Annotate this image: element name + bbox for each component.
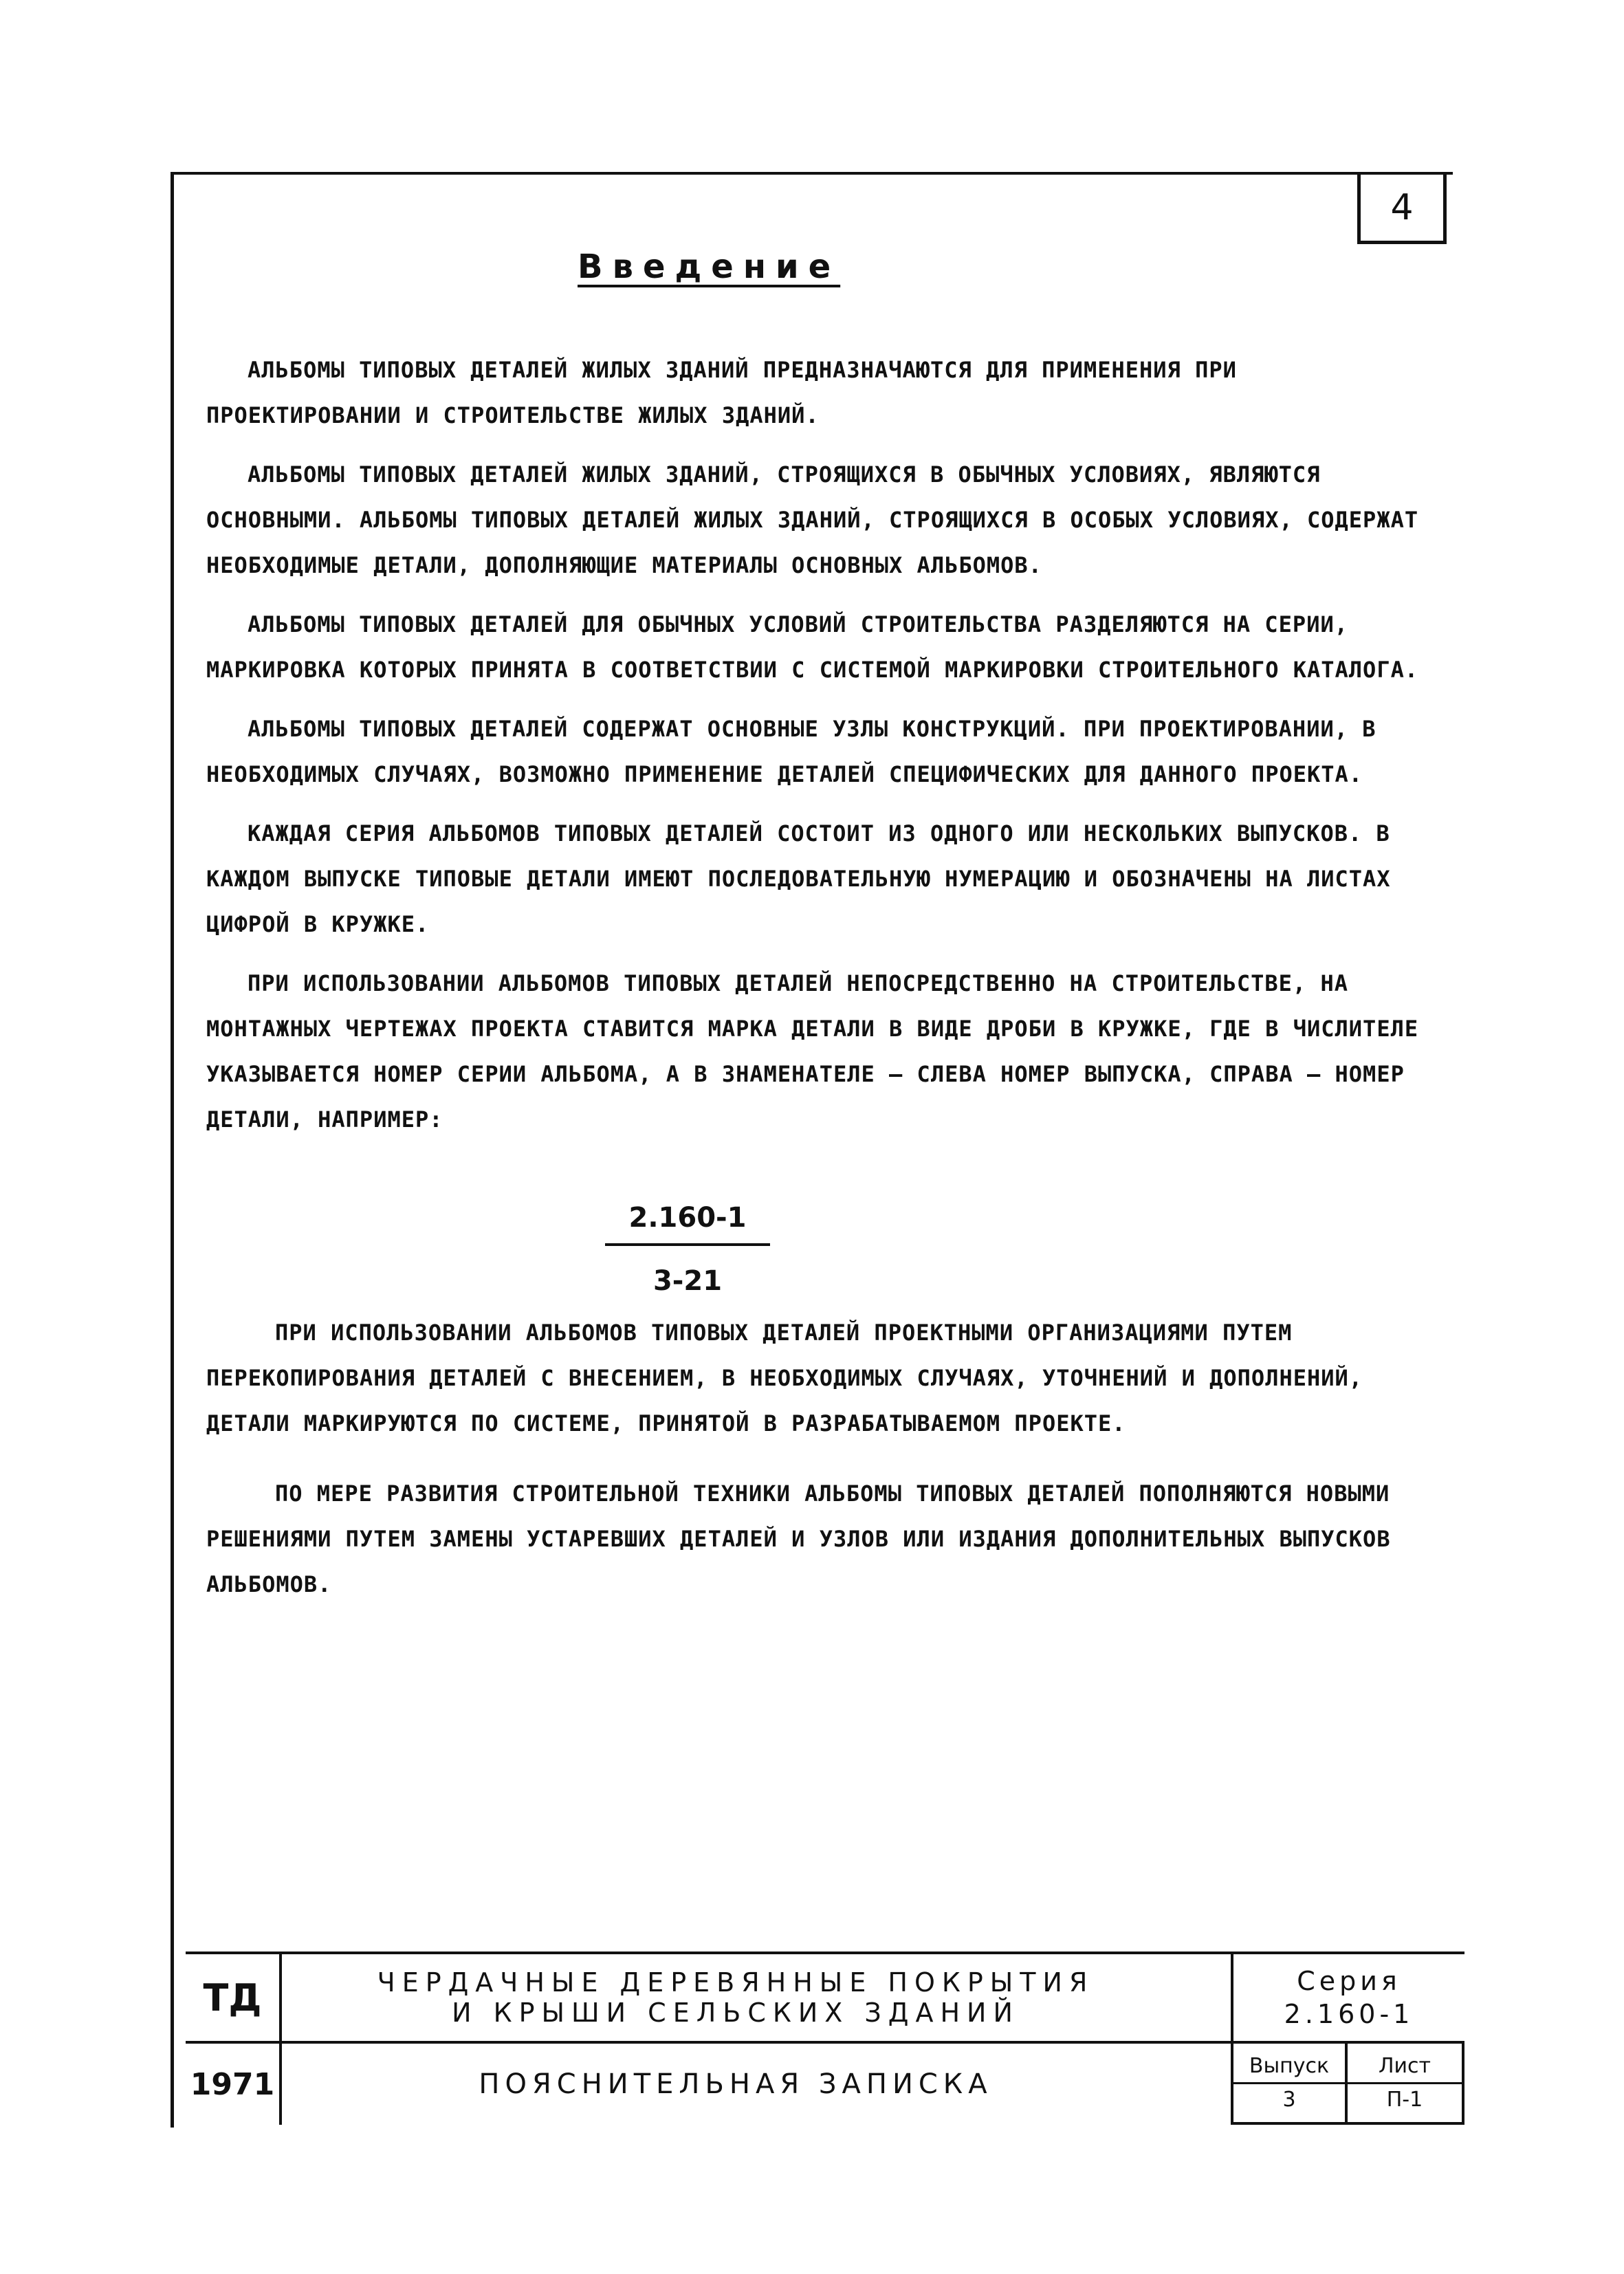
intro-text-block-1 [206, 347, 1430, 1156]
title-block [186, 1952, 1464, 2126]
page-number [1357, 172, 1447, 244]
sheet-label: Лист [1348, 2051, 1462, 2084]
title-block-series [1231, 1954, 1464, 2044]
fraction-denominator: 3-21 [652, 1265, 723, 1297]
paragraph: АЛЬБОМЫ ТИПОВЫХ ДЕТАЛЕЙ ЖИЛЫХ ЗДАНИЙ ПРЕДНАЗНАЧАЮТСЯ ДЛЯ ПРИМЕНЕНИЯ ПРИ ПРОЕКТИРОВАНИИ И СТРОИТЕЛЬСТВЕ ЖИЛЫХ ЗДАНИЙ. [206, 357, 1237, 428]
paragraph: КАЖДАЯ СЕРИЯ АЛЬБОМОВ ТИПОВЫХ ДЕТАЛЕЙ СОСТОИТ ИЗ ОДНОГО ИЛИ НЕСКОЛЬКИХ ВЫПУСКОВ. В КАЖДОМ ВЫПУСКЕ ТИПОВЫЕ ДЕТАЛИ ИМЕЮТ ПОСЛЕДОВАТЕЛЬНУЮ НУМЕРАЦИЮ И ОБОЗНАЧЕНЫ НА ЛИСТАХ ЦИФРОЙ В КРУЖКЕ. [206, 820, 1391, 937]
page-title: Введение [578, 248, 841, 286]
paragraph: АЛЬБОМЫ ТИПОВЫХ ДЕТАЛЕЙ СОДЕРЖАТ ОСНОВНЫЕ УЗЛЫ КОНСТРУКЦИЙ. ПРИ ПРОЕКТИРОВАНИИ, В НЕОБХОДИМЫХ СЛУЧАЯХ, ВОЗМОЖНО ПРИМЕНЕНИЕ ДЕТАЛЕЙ СПЕЦИФИЧЕСКИХ ДЛЯ ДАННОГО ПРОЕКТА. [206, 716, 1376, 787]
title-line-2: И КРЫШИ СЕЛЬСКИХ ЗДАНИЙ [452, 1998, 1020, 2028]
paragraph: АЛЬБОМЫ ТИПОВЫХ ДЕТАЛЕЙ ДЛЯ ОБЫЧНЫХ УСЛОВИЙ СТРОИТЕЛЬСТВА РАЗДЕЛЯЮТСЯ НА СЕРИИ, МАРКИРОВКА КОТОРЫХ ПРИНЯТА В СООТВЕТСТВИИ С СИСТЕМОЙ МАРКИРОВКИ СТРОИТЕЛЬНОГО КАТАЛОГА. [206, 611, 1419, 683]
title-block-sheet [1348, 2044, 1464, 2125]
title-block-issue [1231, 2044, 1348, 2125]
issue-label: Выпуск [1233, 2051, 1345, 2084]
fraction-numerator: 2.160-1 [605, 1202, 770, 1246]
page-number-value: 4 [1390, 187, 1414, 228]
paragraph: ПРИ ИСПОЛЬЗОВАНИИ АЛЬБОМОВ ТИПОВЫХ ДЕТАЛЕЙ ПРОЕКТНЫМИ ОРГАНИЗАЦИЯМИ ПУТЕМ ПЕРЕКОПИРОВАНИЯ ДЕТАЛЕЙ С ВНЕСЕНИЕМ, В НЕОБХОДИМЫХ СЛУЧАЯХ, УТОЧНЕНИЙ И ДОПОЛНЕНИЙ, ДЕТАЛИ МАРКИРУЮТСЯ ПО СИСТЕМЕ, ПРИНЯТОЙ В РАЗРАБАТЫВАЕМОМ ПРОЕКТЕ. [206, 1320, 1363, 1436]
series-label: Серия [1297, 1966, 1401, 1996]
title-block-year: 1971 [186, 2044, 282, 2125]
issue-value: 3 [1282, 2087, 1296, 2112]
series-value: 2.160-1 [1284, 1999, 1414, 2029]
title-line-1: ЧЕРДАЧНЫЕ ДЕРЕВЯННЫЕ ПОКРЫТИЯ [377, 1967, 1095, 1998]
title-block-subtitle: ПОЯСНИТЕЛЬНАЯ ЗАПИСКА [479, 2068, 993, 2100]
paragraph: АЛЬБОМЫ ТИПОВЫХ ДЕТАЛЕЙ ЖИЛЫХ ЗДАНИЙ, СТРОЯЩИХСЯ В ОБЫЧНЫХ УСЛОВИЯХ, ЯВЛЯЮТСЯ ОСНОВНЫМИ. АЛЬБОМЫ ТИПОВЫХ ДЕТАЛЕЙ ЖИЛЫХ ЗДАНИЙ, СТРОЯЩИХСЯ В ОСОБЫХ УСЛОВИЯХ, СОДЕРЖАТ НЕОБХОДИМЫЕ ДЕТАЛИ, ДОПОЛНЯЮЩИЕ МАТЕРИАЛЫ ОСНОВНЫХ АЛЬБОМОВ. [206, 461, 1419, 578]
marking-example-fraction [605, 1202, 770, 1297]
paragraph: ПРИ ИСПОЛЬЗОВАНИИ АЛЬБОМОВ ТИПОВЫХ ДЕТАЛЕЙ НЕПОСРЕДСТВЕННО НА СТРОИТЕЛЬСТВЕ, НА МОНТАЖНЫХ ЧЕРТЕЖАХ ПРОЕКТА СТАВИТСЯ МАРКА ДЕТАЛИ В ВИДЕ ДРОБИ В КРУЖКЕ, ГДЕ В ЧИСЛИТЕЛЕ УКАЗЫВАЕТСЯ НОМЕР СЕРИИ АЛЬБОМА, А В ЗНАМЕНАТЕЛЕ — СЛЕВА НОМЕР ВЫПУСКА, СПРАВА — НОМЕР ДЕТАЛИ, НАПРИМЕР: [206, 970, 1419, 1133]
intro-text-block-2 [206, 1310, 1444, 1632]
paragraph: ПО МЕРЕ РАЗВИТИЯ СТРОИТЕЛЬНОЙ ТЕХНИКИ АЛЬБОМЫ ТИПОВЫХ ДЕТАЛЕЙ ПОПОЛНЯЮТСЯ НОВЫМИ РЕШЕНИЯМИ ПУТЕМ ЗАМЕНЫ УСТАРЕВШИХ ДЕТАЛЕЙ И УЗЛОВ ИЛИ ИЗДАНИЯ ДОПОЛНИТЕЛЬНЫХ ВЫПУСКОВ АЛЬБОМОВ. [206, 1480, 1391, 1597]
title-block-org: ТД [186, 1954, 282, 2044]
sheet-value: П-1 [1386, 2087, 1423, 2112]
